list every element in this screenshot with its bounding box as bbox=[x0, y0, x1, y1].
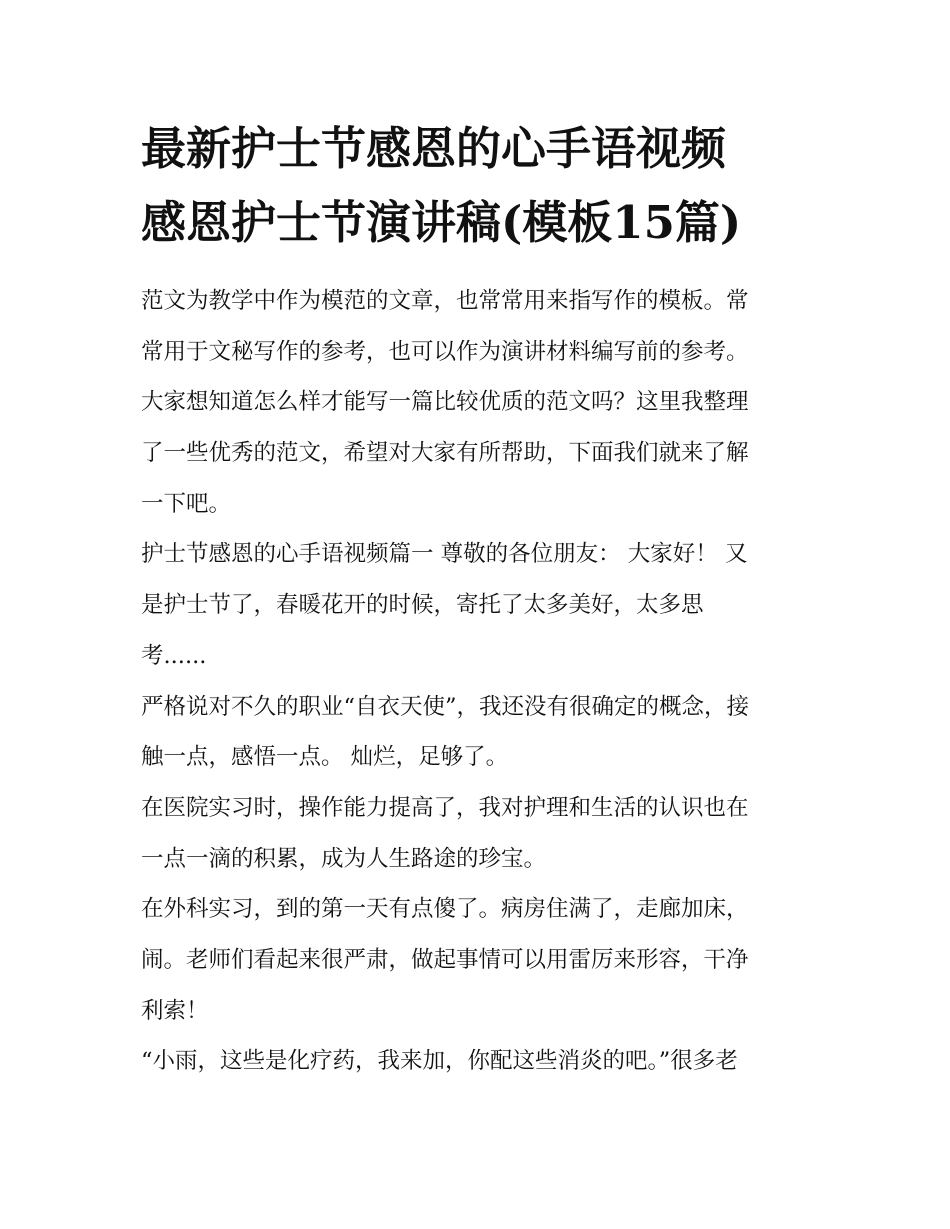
text-line: 一下吧。 bbox=[141, 490, 232, 517]
title-line-2: 感恩护士节演讲稿(模板15篇) bbox=[141, 196, 742, 249]
text-line: 严格说对不久的职业“自衣天使”，我还没有很确定的概念，接 bbox=[141, 693, 750, 720]
text-line: 是护士节了，春暖花开的时候，寄托了太多美好，太多思 bbox=[141, 592, 704, 619]
document-title bbox=[141, 112, 831, 260]
text-line: 考...... bbox=[141, 642, 207, 669]
text-line: 在医院实习时，操作能力提高了，我对护理和生活的认识也在 bbox=[141, 794, 749, 821]
text-line: 一点一滴的积累，成为人生路途的珍宝。 bbox=[141, 845, 547, 872]
text-line: 利索！ bbox=[141, 997, 209, 1024]
text-line: 护士节感恩的心手语视频篇一 尊敬的各位朋友： 大家好！ 又 bbox=[141, 541, 748, 568]
text-line: 大家想知道怎么样才能写一篇比较优质的范文吗？这里我整理 bbox=[141, 389, 749, 416]
text-line: 触一点，感悟一点。 灿烂，足够了。 bbox=[141, 744, 509, 771]
text-line: 范文为教学中作为模范的文章，也常常用来指写作的模板。常 bbox=[141, 288, 749, 314]
text-line: 了一些优秀的范文，希望对大家有所帮助，下面我们就来了解 bbox=[141, 440, 749, 467]
document-body bbox=[141, 276, 821, 1087]
text-line: 在外科实习，到的第一天有点傻了。病房住满了，走廊加床， bbox=[141, 896, 749, 923]
text-line: 闹。老师们看起来很严肃，做起事情可以用雷厉来形容，干净 bbox=[141, 946, 749, 973]
text-line: 常用于文秘写作的参考，也可以作为演讲材料编写前的参考。 bbox=[141, 338, 749, 365]
title-line-1: 最新护士节感恩的心手语视频 bbox=[141, 122, 727, 175]
text-line: “小雨，这些是化疗药，我来加，你配这些消炎的吧。”很多老 bbox=[141, 1048, 738, 1075]
